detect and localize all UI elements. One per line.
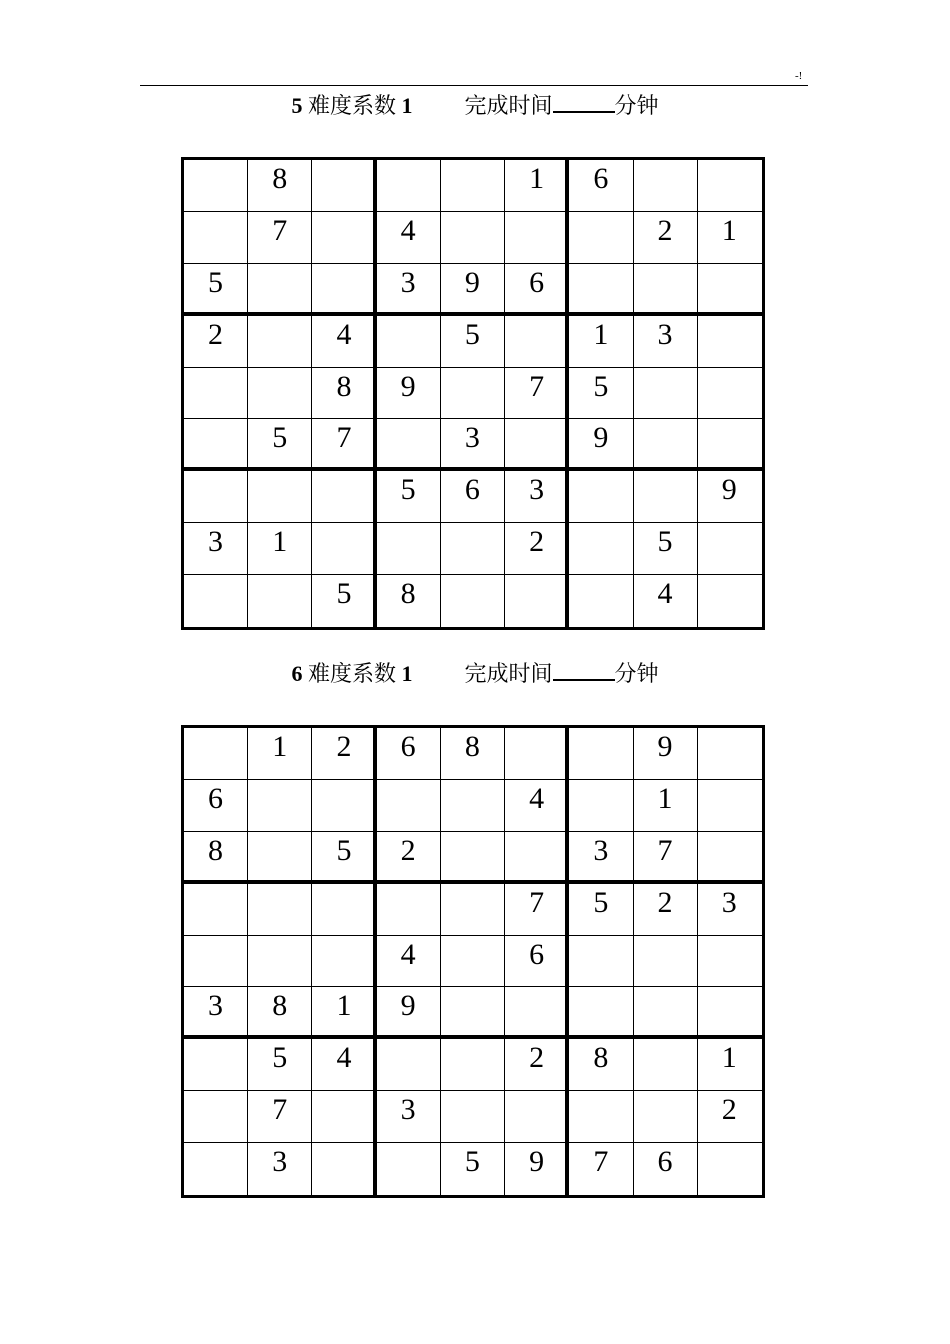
sudoku-cell: 1 [698,1039,762,1091]
sudoku-cell [441,212,505,264]
sudoku-cell: 6 [634,1143,698,1195]
time-label: 完成时间 [464,93,553,118]
sudoku-cell: 5 [377,471,441,523]
sudoku-cell: 1 [248,728,312,780]
sudoku-cell [377,160,441,212]
sudoku-cell: 2 [505,523,569,575]
sudoku-cell [698,264,762,316]
sudoku-cell [248,316,312,368]
sudoku-cell: 7 [569,1143,633,1195]
sudoku-cell: 8 [441,728,505,780]
sudoku-cell [441,1091,505,1143]
sudoku-cell [634,936,698,988]
sudoku-cell: 8 [248,160,312,212]
sudoku-cell: 8 [312,368,376,420]
sudoku-cell [569,575,633,627]
sudoku-cell [248,832,312,884]
sudoku-cell [184,419,248,471]
sudoku-cell: 7 [634,832,698,884]
sudoku-cell: 5 [569,884,633,936]
sudoku-cell: 8 [184,832,248,884]
sudoku-cell: 5 [441,316,505,368]
sudoku-cell: 3 [377,264,441,316]
sudoku-cell [698,987,762,1039]
sudoku-cell [634,987,698,1039]
sudoku-cell [377,316,441,368]
sudoku-cell: 4 [312,1039,376,1091]
sudoku-cell [698,316,762,368]
sudoku-cell: 6 [569,160,633,212]
sudoku-cell [569,936,633,988]
sudoku-cell: 4 [312,316,376,368]
sudoku-cell [377,1039,441,1091]
sudoku-cell [634,264,698,316]
sudoku-grid-6 [181,725,765,1198]
sudoku-cell: 1 [634,780,698,832]
sudoku-cell [441,832,505,884]
sudoku-cell: 5 [634,523,698,575]
sudoku-cell [184,575,248,627]
sudoku-cell [505,987,569,1039]
sudoku-cell [441,523,505,575]
sudoku-cell: 3 [377,1091,441,1143]
sudoku-cell [184,728,248,780]
sudoku-cell [248,780,312,832]
sudoku-cell [569,1091,633,1143]
sudoku-cell [634,1039,698,1091]
sudoku-cell: 6 [377,728,441,780]
sudoku-cell [441,368,505,420]
sudoku-cell: 5 [441,1143,505,1195]
time-unit: 分钟 [614,93,659,118]
difficulty-label: 难度系数 [307,93,396,118]
sudoku-cell [312,1143,376,1195]
sudoku-cell [698,523,762,575]
sudoku-cell [377,523,441,575]
sudoku-cell [441,575,505,627]
sudoku-cell: 5 [312,575,376,627]
sudoku-cell [569,780,633,832]
sudoku-cell [441,936,505,988]
sudoku-cell: 8 [248,987,312,1039]
sudoku-cell: 7 [248,1091,312,1143]
sudoku-cell [634,471,698,523]
sudoku-cell [184,1091,248,1143]
sudoku-cell [569,471,633,523]
sudoku-cell [441,987,505,1039]
sudoku-cell: 4 [377,212,441,264]
sudoku-cell: 3 [184,523,248,575]
sudoku-cell: 5 [248,1039,312,1091]
sudoku-cell [184,212,248,264]
sudoku-cell: 3 [698,884,762,936]
sudoku-cell: 3 [634,316,698,368]
sudoku-cell [248,936,312,988]
time-blank [553,661,615,681]
sudoku-cell: 5 [312,832,376,884]
sudoku-cell [505,832,569,884]
sudoku-cell [698,936,762,988]
sudoku-cell: 3 [248,1143,312,1195]
sudoku-cell [248,471,312,523]
sudoku-cell: 2 [698,1091,762,1143]
sudoku-cell: 9 [377,368,441,420]
sudoku-grid-5 [181,157,765,630]
sudoku-cell [505,728,569,780]
header-mark: -! [795,70,803,82]
sudoku-cell: 3 [184,987,248,1039]
sudoku-cell: 7 [505,884,569,936]
difficulty-value: 1 [401,93,413,118]
sudoku-cell: 9 [377,987,441,1039]
sudoku-cell [441,160,505,212]
sudoku-cell: 2 [634,212,698,264]
sudoku-cell: 1 [569,316,633,368]
sudoku-cell [184,1143,248,1195]
sudoku-cell [312,160,376,212]
sudoku-cell [184,368,248,420]
sudoku-cell [184,884,248,936]
sudoku-cell [698,160,762,212]
sudoku-cell [312,212,376,264]
sudoku-cell: 4 [377,936,441,988]
sudoku-cell: 6 [505,936,569,988]
sudoku-cell: 7 [248,212,312,264]
sudoku-cell: 1 [248,523,312,575]
sudoku-cell: 8 [377,575,441,627]
sudoku-cell: 4 [505,780,569,832]
sudoku-cell: 1 [312,987,376,1039]
sudoku-cell [569,212,633,264]
sudoku-cell [441,1039,505,1091]
sudoku-cell: 2 [634,884,698,936]
sudoku-cell [698,575,762,627]
puzzle-title-5 [0,92,950,120]
sudoku-cell [634,419,698,471]
sudoku-cell [312,264,376,316]
sudoku-cell [312,780,376,832]
time-blank [553,93,615,113]
sudoku-cell [184,471,248,523]
sudoku-cell: 9 [505,1143,569,1195]
sudoku-cell [441,780,505,832]
sudoku-cell: 3 [441,419,505,471]
sudoku-cell [184,1039,248,1091]
sudoku-cell [505,419,569,471]
sudoku-cell [505,316,569,368]
sudoku-cell: 6 [505,264,569,316]
sudoku-cell [248,368,312,420]
sudoku-cell: 4 [634,575,698,627]
sudoku-cell [698,368,762,420]
sudoku-cell [505,1091,569,1143]
sudoku-cell [634,1091,698,1143]
sudoku-cell [248,264,312,316]
sudoku-cell [312,523,376,575]
sudoku-cell [698,832,762,884]
sudoku-cell [569,987,633,1039]
sudoku-cell [505,575,569,627]
sudoku-cell: 5 [184,264,248,316]
sudoku-cell: 9 [634,728,698,780]
sudoku-cell: 2 [377,832,441,884]
sudoku-cell: 3 [569,832,633,884]
sudoku-cell [698,780,762,832]
sudoku-cell [184,936,248,988]
puzzle-number: 5 [291,93,303,118]
sudoku-cell [377,419,441,471]
puzzle-number: 6 [291,661,303,686]
sudoku-cell [377,884,441,936]
sudoku-cell: 8 [569,1039,633,1091]
sudoku-cell [312,936,376,988]
puzzle-title-6 [0,660,950,688]
sudoku-cell [377,1143,441,1195]
sudoku-cell [569,728,633,780]
sudoku-cell [248,884,312,936]
sudoku-cell: 2 [505,1039,569,1091]
sudoku-cell [505,212,569,264]
sudoku-cell [698,1143,762,1195]
sudoku-cell: 6 [441,471,505,523]
sudoku-cell [248,575,312,627]
sudoku-cell: 2 [184,316,248,368]
sudoku-cell: 3 [505,471,569,523]
sudoku-cell: 7 [505,368,569,420]
sudoku-cell: 1 [698,212,762,264]
sudoku-cell: 5 [569,368,633,420]
sudoku-cell: 9 [441,264,505,316]
sudoku-cell: 6 [184,780,248,832]
time-label: 完成时间 [464,661,553,686]
sudoku-cell [698,728,762,780]
sudoku-cell [377,780,441,832]
sudoku-cell [184,160,248,212]
time-unit: 分钟 [614,661,659,686]
difficulty-value: 1 [401,661,413,686]
sudoku-cell [634,160,698,212]
sudoku-cell [441,884,505,936]
difficulty-label: 难度系数 [307,661,396,686]
sudoku-cell: 7 [312,419,376,471]
sudoku-cell [312,884,376,936]
sudoku-cell: 2 [312,728,376,780]
sudoku-cell: 9 [698,471,762,523]
sudoku-cell: 5 [248,419,312,471]
sudoku-cell: 9 [569,419,633,471]
sudoku-cell [634,368,698,420]
sudoku-cell [569,264,633,316]
sudoku-cell [312,471,376,523]
header-rule [140,85,808,86]
sudoku-cell [569,523,633,575]
sudoku-cell [312,1091,376,1143]
sudoku-cell: 1 [505,160,569,212]
sudoku-cell [698,419,762,471]
